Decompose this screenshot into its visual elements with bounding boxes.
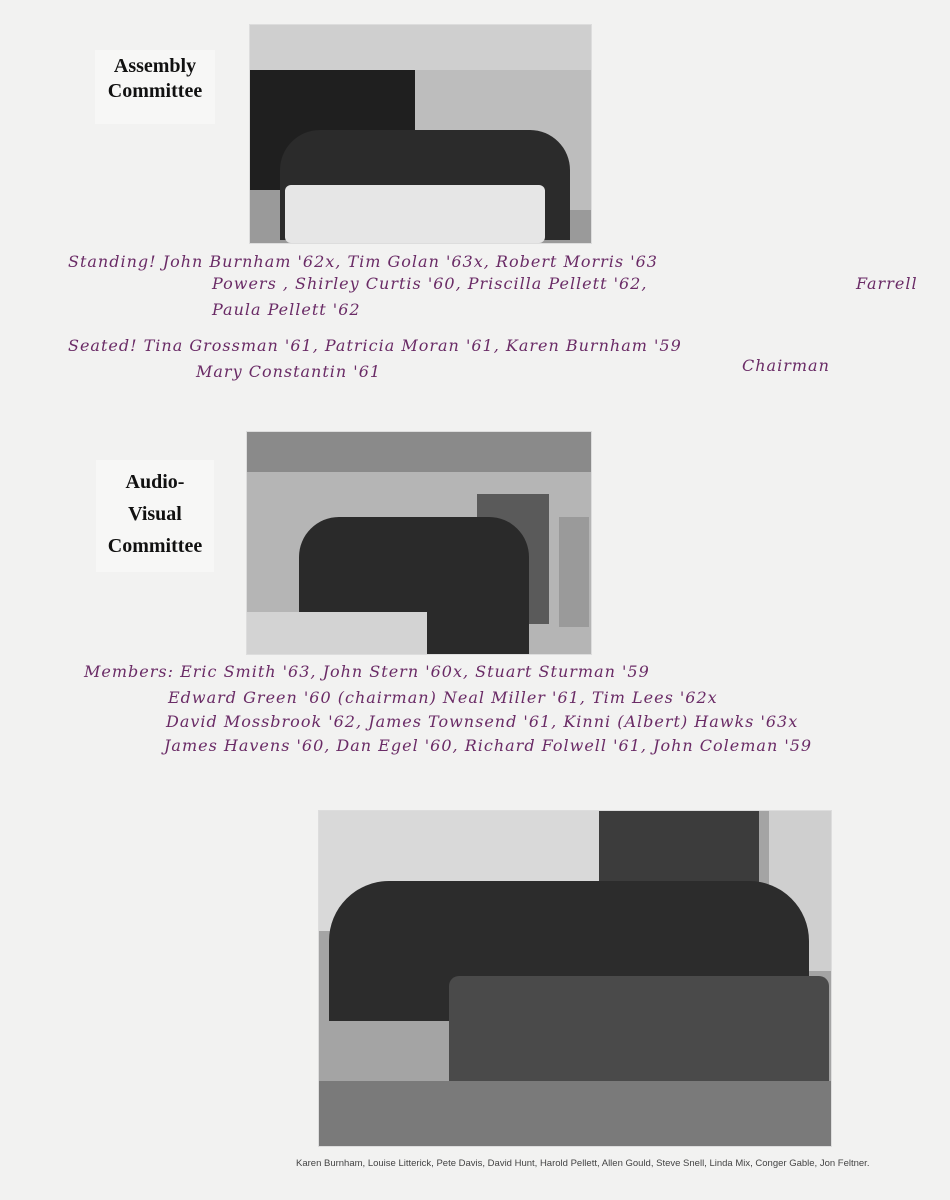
av-label-line1: Audio- [125,471,185,493]
av-members-line3: David Mossbrook '62, James Townsend '61, Kinni (Albert) Hawks '63x [166,712,799,731]
av-members-line2: Edward Green '60 (chairman) Neal Miller '61, Tim Lees '62x [168,688,718,707]
av-members-line4: James Havens '60, Dan Egel '60, Richard Folwell '61, John Coleman '59 [164,736,813,755]
assembly-chairman: Chairman [742,356,830,375]
av-label-line3: Committee [107,535,203,557]
av-members-line: Members: Eric Smith '63, John Stern '60x, Stuart Sturman '59 [84,662,650,681]
group-photo-caption: Karen Burnham, Louise Litterick, Pete Davis, David Hunt, Harold Pellett, Allen Gould, Steve Snell, Linda Mix, Conger Gable, Jon Feltner. [296,1158,870,1169]
assembly-committee-photo [249,24,592,244]
audio-visual-committee-photo [246,431,592,655]
av-label-line2: Visual [128,503,182,525]
assembly-seated-line: Seated! Tina Grossman '61, Patricia Moran '61, Karen Burnham '59 [68,336,682,355]
audio-visual-committee-label [96,460,214,572]
assembly-label-line1: Assembly [113,55,197,77]
assembly-seated-line2: Mary Constantin '61 [196,362,382,381]
group-table-photo [318,810,832,1147]
assembly-standing-line: Standing! John Burnham '62x, Tim Golan '63x, Robert Morris '63 [68,252,658,271]
assembly-label-line2: Committee [107,80,203,102]
assembly-committee-label [95,50,215,124]
assembly-standing-line2: Powers , Shirley Curtis '60, Priscilla Pellett '62, [212,274,648,293]
assembly-standing-line3: Paula Pellett '62 [212,300,361,319]
assembly-farrell: Farrell [856,274,918,293]
